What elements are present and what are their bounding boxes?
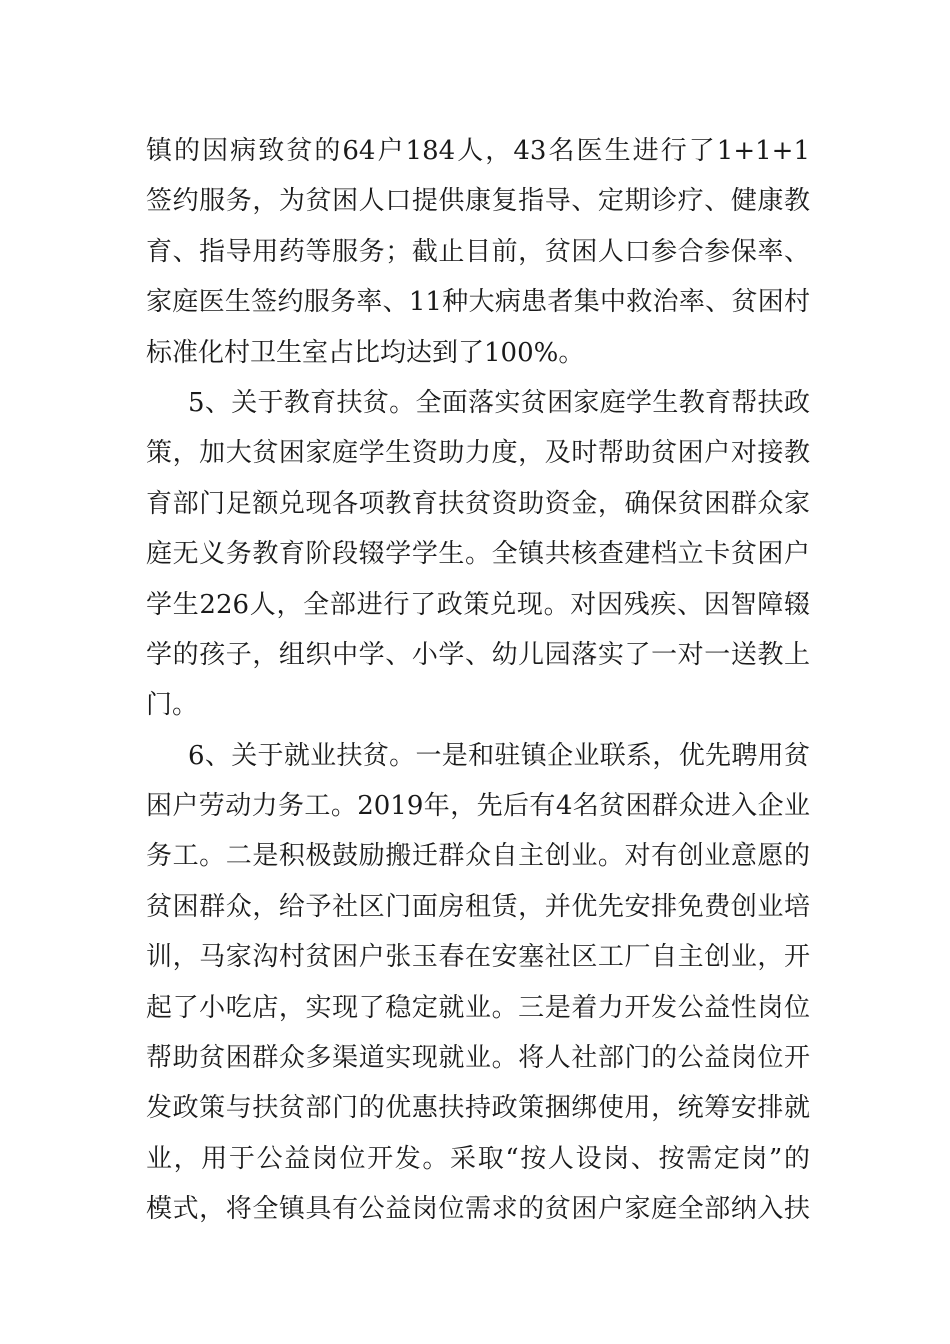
text-line: 贫困群众，给予社区门面房租赁，并优先安排免费创业培 <box>146 891 810 922</box>
text-line: 模式，将全镇具有公益岗位需求的贫困户家庭全部纳入扶 <box>146 1194 810 1225</box>
text-line-paragraph-end: 标准化村卫生室占比均达到了100%。 <box>146 337 585 368</box>
text-line: 镇的因病致贫的64户184人，43名医生进行了1+1+1 <box>146 136 810 166</box>
text-line: 签约服务，为贫困人口提供康复指导、定期诊疗、健康教 <box>146 186 810 217</box>
text-line: 起了小吃店，实现了稳定就业。三是着力开发公益性岗位 <box>146 992 810 1023</box>
text-line: 育、指导用药等服务；截止目前，贫困人口参合参保率、 <box>146 236 810 267</box>
paragraph-6-first-line: 6、关于就业扶贫。一是和驻镇企业联系，优先聘用贫 <box>188 740 810 771</box>
text-line: 学的孩子，组织中学、小学、幼儿园落实了一对一送教上 <box>146 639 810 670</box>
text-line: 育部门足额兑现各项教育扶贫资助资金，确保贫困群众家 <box>146 488 810 519</box>
text-line: 策，加大贫困家庭学生资助力度，及时帮助贫困户对接教 <box>146 438 810 469</box>
text-line: 家庭医生签约服务率、11种大病患者集中救治率、贫困村 <box>146 287 810 318</box>
text-line: 学生226人，全部进行了政策兑现。对因残疾、因智障辍 <box>146 589 810 620</box>
text-line: 困户劳动力务工。2019年，先后有4名贫困群众进入企业 <box>146 791 810 822</box>
paragraph-5-first-line: 5、关于教育扶贫。全面落实贫困家庭学生教育帮扶政 <box>188 387 810 418</box>
text-line-paragraph-end: 门。 <box>146 690 199 721</box>
text-line: 业，用于公益岗位开发。采取“按人设岗、按需定岗”的 <box>146 1143 810 1174</box>
text-line: 帮助贫困群众多渠道实现就业。将人社部门的公益岗位开 <box>146 1043 810 1074</box>
body-text <box>146 126 810 1235</box>
text-line: 务工。二是积极鼓励搬迁群众自主创业。对有创业意愿的 <box>146 841 810 872</box>
text-line: 庭无义务教育阶段辍学学生。全镇共核查建档立卡贫困户 <box>146 539 810 570</box>
text-line: 训，马家沟村贫困户张玉春在安塞社区工厂自主创业，开 <box>146 942 810 973</box>
text-line: 发政策与扶贫部门的优惠扶持政策捆绑使用，统筹安排就 <box>146 1093 810 1124</box>
